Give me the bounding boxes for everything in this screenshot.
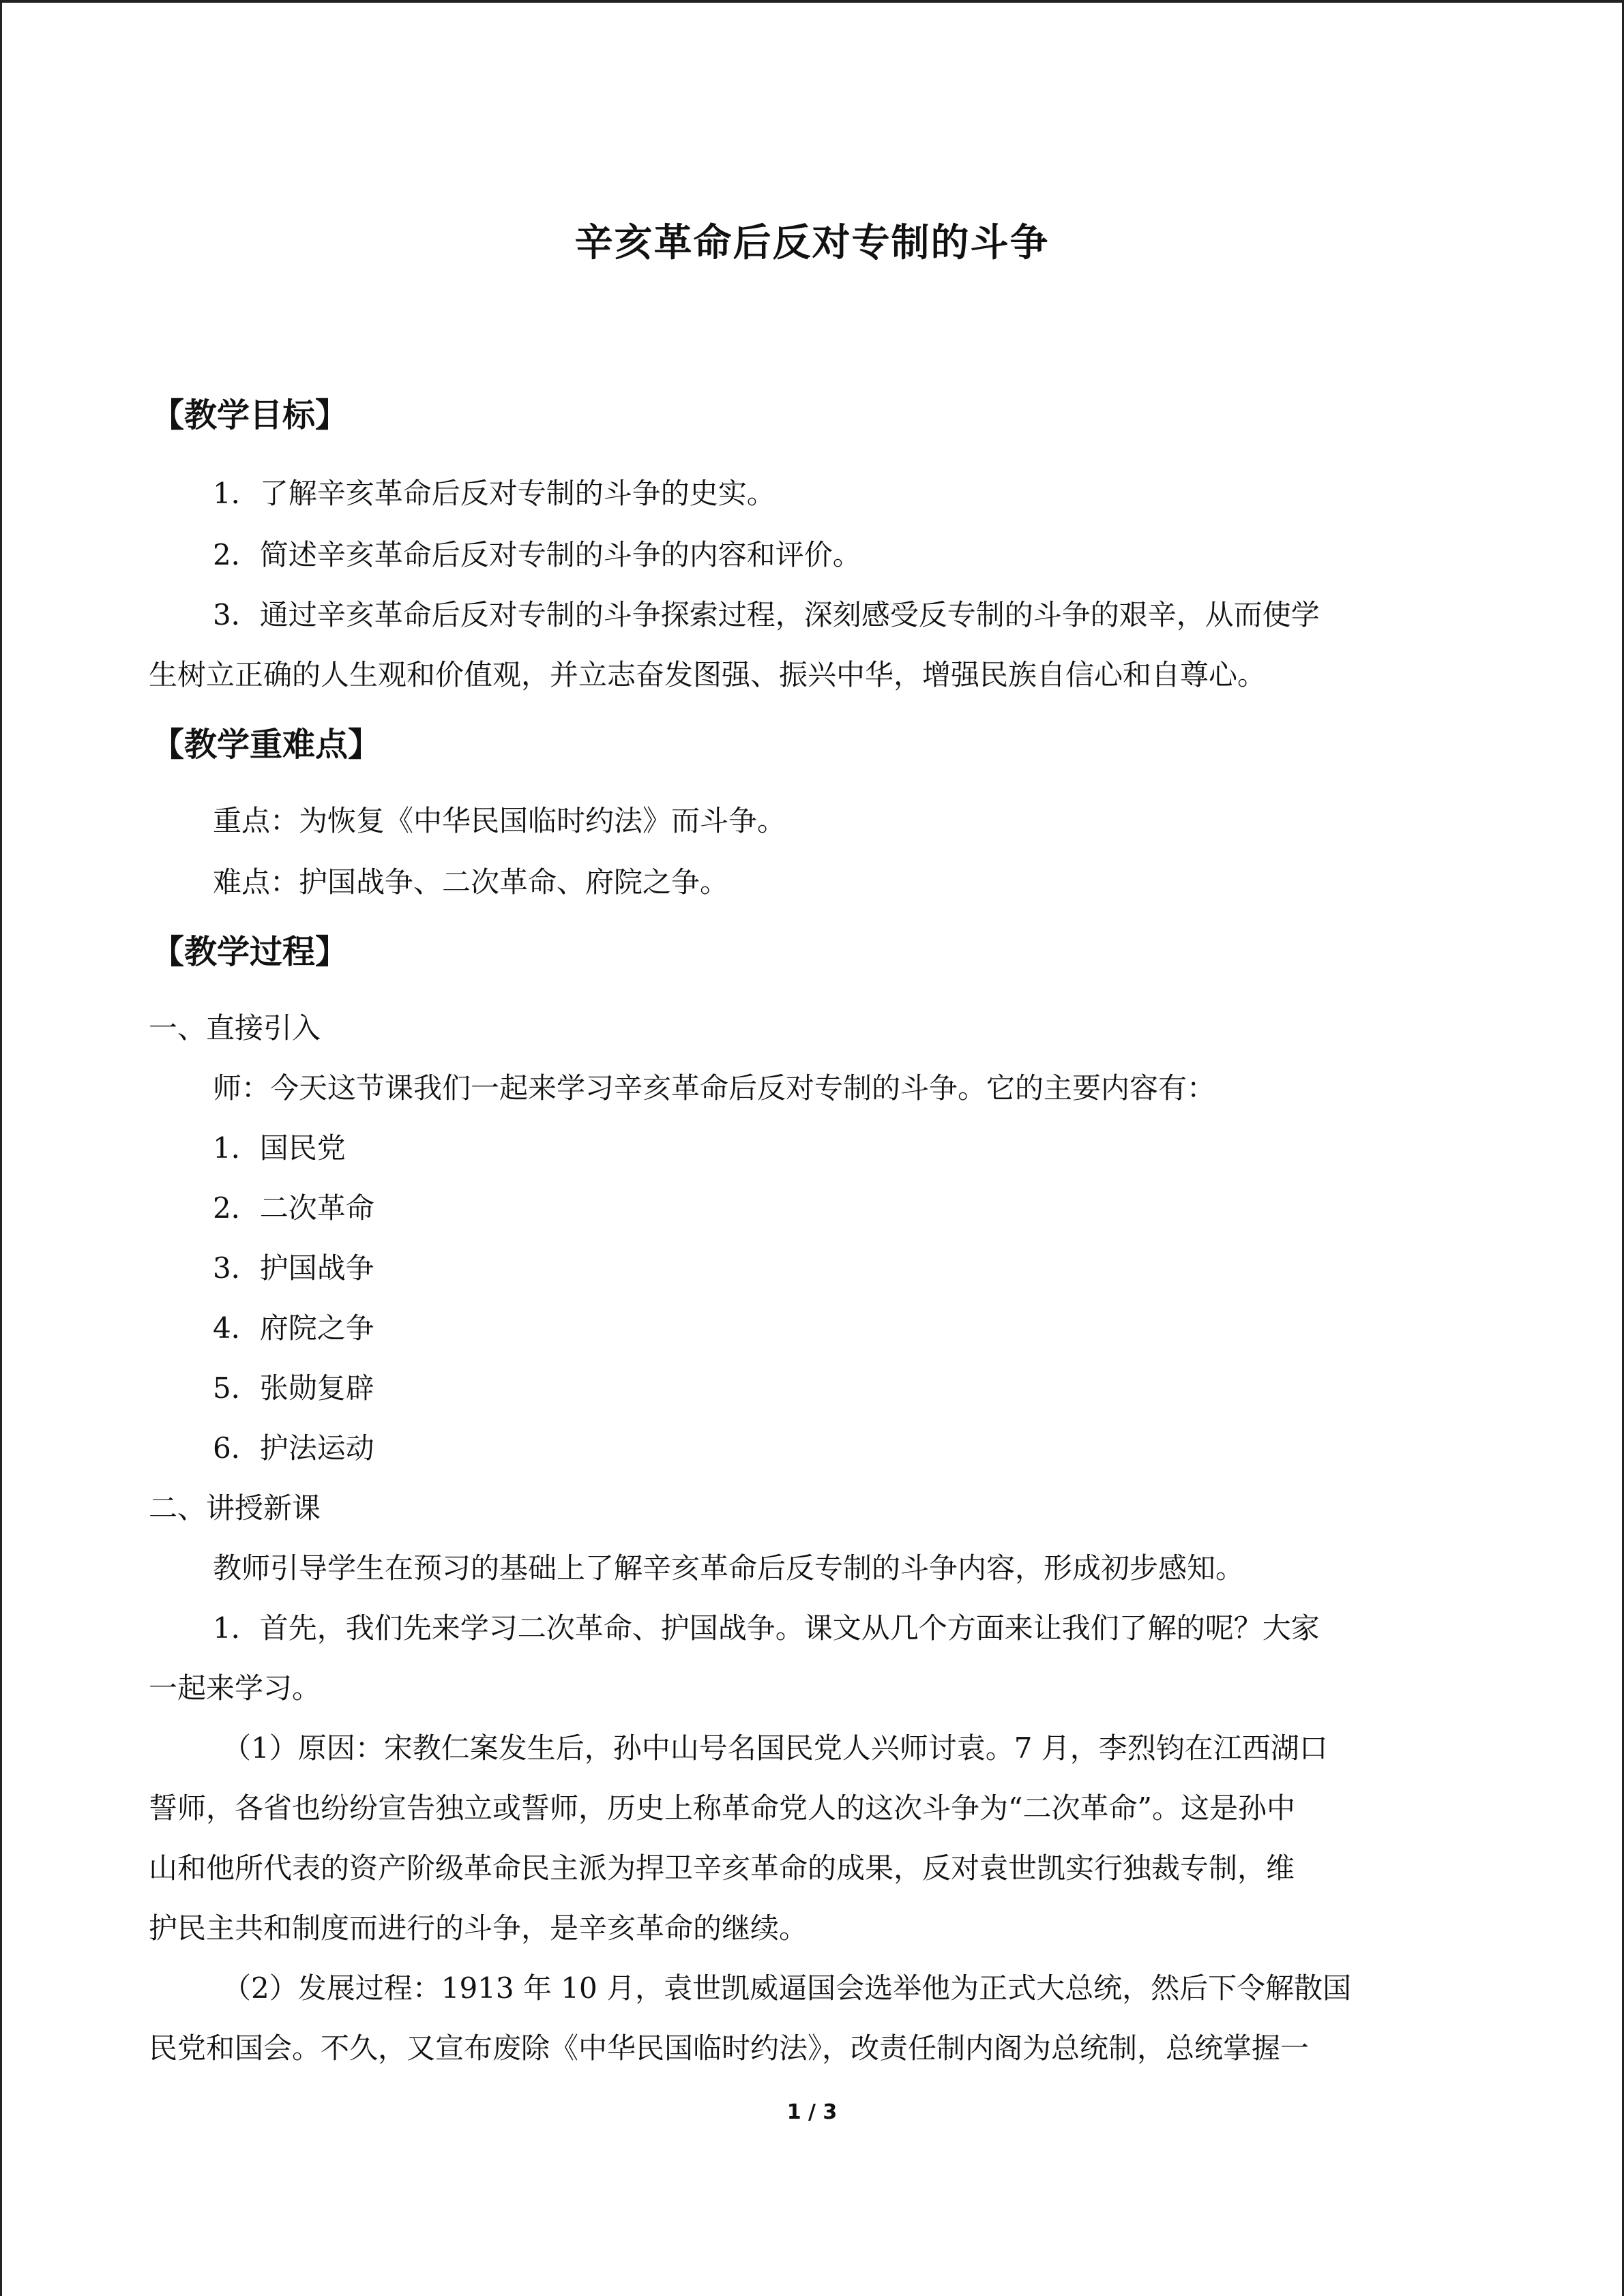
part2-intro: 教师引导学生在预习的基础上了解辛亥革命后反专制的斗争内容，形成初步感知。 — [213, 1551, 1245, 1585]
development-paragraph-line: 民党和国会。不久，又宣布废除《中华民国临时约法》，改责任制内阁为总统制，总统掌握一 — [149, 2031, 1310, 2065]
page-left-border — [0, 0, 2, 2296]
part1-title: 一、直接引入 — [149, 1011, 321, 1045]
cause-paragraph-line: 誓师，各省也纷纷宣告独立或誓师，历史上称革命党人的这次斗争为“二次革命”。这是孙中 — [149, 1791, 1295, 1825]
paragraph-line: 一起来学习。 — [149, 1671, 321, 1705]
cause-paragraph-line: 山和他所代表的资产阶级革命民主派为捍卫辛亥革命的成果，反对袁世凯实行独裁专制，维 — [149, 1851, 1295, 1885]
content-list-item: 3．护国战争 — [213, 1251, 374, 1285]
page-number: 1 / 3 — [786, 2100, 838, 2124]
section-heading-key-points: 【教学重难点】 — [151, 726, 381, 764]
content-list-item: 6．护法运动 — [213, 1431, 374, 1465]
section-heading-process: 【教学过程】 — [151, 933, 349, 971]
section-heading-objectives: 【教学目标】 — [151, 396, 349, 434]
page-top-border — [0, 0, 1624, 3]
content-list-item: 1．国民党 — [213, 1131, 346, 1165]
objective-item: 2．简述辛亥革命后反对专制的斗争的内容和评价。 — [213, 538, 861, 571]
key-point-item: 重点：为恢复《中华民国临时约法》而斗争。 — [213, 804, 786, 837]
part1-intro: 师：今天这节课我们一起来学习辛亥革命后反对专制的斗争。它的主要内容有： — [213, 1071, 1216, 1105]
content-list-item: 5．张勋复辟 — [213, 1371, 374, 1405]
objective-item: 1．了解辛亥革命后反对专制的斗争的史实。 — [213, 477, 776, 510]
cause-paragraph-line: 护民主共和制度而进行的斗争，是辛亥革命的继续。 — [149, 1911, 808, 1945]
difficult-point-item: 难点：护国战争、二次革命、府院之争。 — [213, 865, 729, 899]
cause-paragraph-line: （1）原因：宋教仁案发生后，孙中山号名国民党人兴师讨袁。7 月，李烈钧在江西湖口 — [222, 1731, 1328, 1765]
paragraph-line: 1．首先，我们先来学习二次革命、护国战争。课文从几个方面来让我们了解的呢？大家 — [213, 1611, 1320, 1645]
content-list-item: 4．府院之争 — [213, 1311, 374, 1345]
objective-item-continued: 生树立正确的人生观和价值观，并立志奋发图强、振兴中华，增强民族自信心和自尊心。 — [149, 658, 1267, 691]
document-title: 辛亥革命后反对专制的斗争 — [574, 221, 1050, 265]
part2-title: 二、讲授新课 — [149, 1491, 321, 1525]
development-paragraph-line: （2）发展过程：1913 年 10 月，袁世凯威逼国会选举他为正式大总统，然后下令解散国 — [222, 1971, 1352, 2005]
objective-item: 3．通过辛亥革命后反对专制的斗争探索过程，深刻感受反专制的斗争的艰辛，从而使学 — [213, 598, 1320, 631]
content-list-item: 2．二次革命 — [213, 1191, 374, 1225]
